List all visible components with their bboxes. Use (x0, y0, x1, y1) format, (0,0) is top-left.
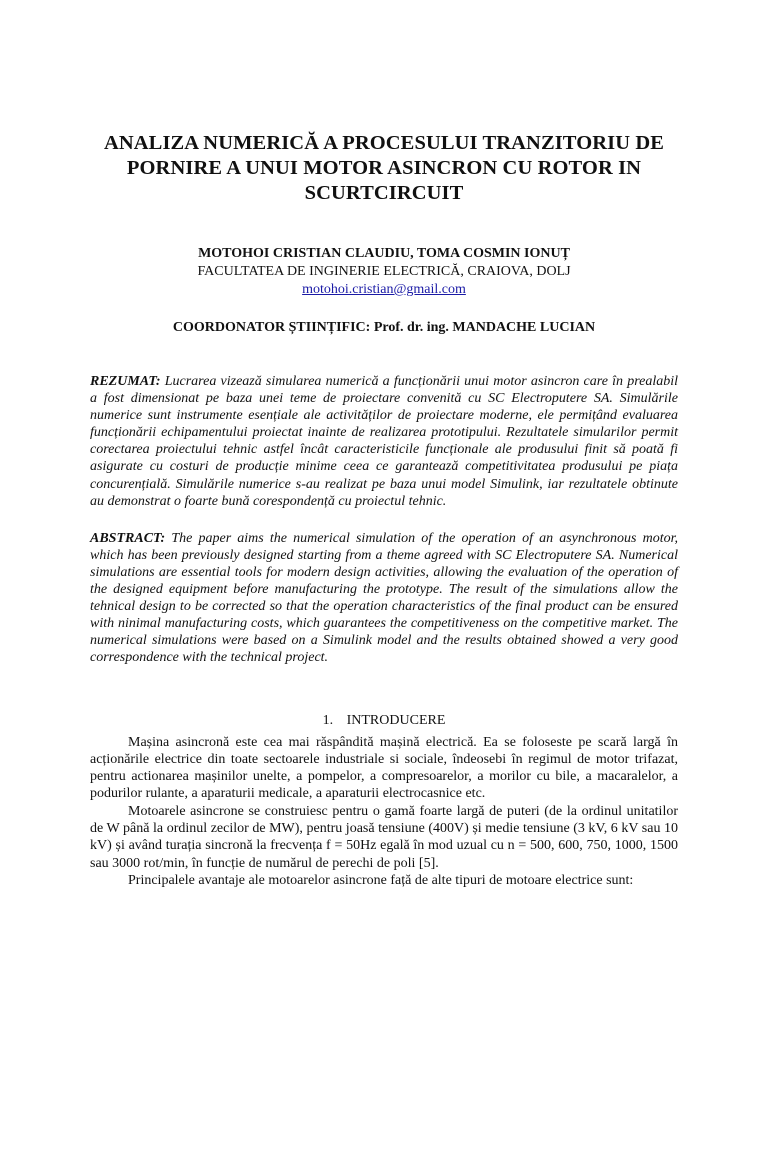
document-page (0, 131, 768, 1155)
author-names: MOTOHOI CRISTIAN CLAUDIU, TOMA COSMIN IONUȚ (198, 246, 570, 261)
author-email-link[interactable]: motohoi.cristian@gmail.com (302, 282, 466, 297)
rezumat-label: REZUMAT: (90, 374, 161, 389)
title-line-3: SCURTCIRCUIT (304, 182, 464, 204)
scientific-coordinator: COORDONATOR ȘTIINȚIFIC: Prof. dr. ing. MANDACHE LUCIAN (172, 320, 596, 335)
body-paragraph-1: Mașina asincronă este cea mai răspândită mașină electrică. Ea se foloseste pe scară largă în acționările electrice din toate sectoarele industriale si sociale, îndeosebi în regimul de motor trifazat, pentru actionarea mașinilor unelte, a pompelor, a compresoarelor, a morilor cu bile, a macaralelor, a podurilor rulante, a aparaturii medicale, a aparaturii electrocasnice etc. (90, 734, 678, 802)
abstract-paragraph (90, 530, 678, 667)
author-block (90, 245, 678, 299)
title-line-1: ANALIZA NUMERICĂ A PROCESULUI TRANZITORIU DE (103, 132, 665, 154)
rezumat-text: Lucrarea vizează simularea numerică a funcționării unui motor asincron care în prealabil a fost dimensionat pe baza unei teme de proiectare convenită cu SC Electroputere SA. Simulările numerice sunt instrumente esențiale ale activităților de proiectare moderne, ele permițând evaluarea funcționării echipamentului proiectat inainte de realizarea prototipului. Rezultatele simularilor permit corectarea proiectului tehnic astfel încât caracteristicile funcționale ale produsului finit să poată fi asigurate cu costuri de producție minime ceea ce garantează competitivitatea produsului pe piața concurențială. Simulările numerice s-au realizat pe baza unui model Simulink, iar rezultatele obtinute au demonstrat o foarte bună corespondență cu proiectul tehnic. (90, 374, 679, 509)
paper-title (90, 131, 678, 206)
title-line-2: PORNIRE A UNUI MOTOR ASINCRON CU ROTOR IN (126, 157, 642, 179)
body-paragraph-3: Principalele avantaje ale motoarelor asincrone față de alte tipuri de motoare electrice sunt: (128, 872, 634, 888)
section-title: INTRODUCERE (346, 712, 446, 728)
section-heading (90, 712, 678, 730)
body-paragraph-2: Motoarele asincrone se construiesc pentru o gamă foarte largă de puteri (de la ordinul unitatilor de W până la ordinul zecilor de MW), pentru joasă tensiune (400V) și medie tensiune (3 kV, 6 kV sau 10 kV) și având turația sincronă la frecvența f = 50Hz egală în mod uzual cu n = 500, 600, 750, 1000, 1500 sau 3000 rot/min, în funcție de numărul de perechi de poli [5]. (90, 803, 678, 871)
rezumat-paragraph (90, 373, 678, 510)
abstract-text: The paper aims the numerical simulation of the operation of an asynchronous motor, which has been previously designed starting from a theme agreed with SC Electroputere SA. Numerical simulations are essential tools for modern design activities, allowing the evaluation of the operation of the designed equipment before manufacturing the prototype. The result of the simulations allow the tehnical design to be corrected so that the operation characteristics of the final product can be ensured with ninimal manufacturing costs, which guarantees the competitiveness on the competitive market. The numerical simulations were based on a Simulink model and the results obtained showed a very good correspondence with the technical project. (90, 530, 679, 666)
author-affiliation: FACULTATEA DE INGINERIE ELECTRICĂ, CRAIOVA, DOLJ (197, 264, 571, 279)
section-number: 1. (322, 712, 334, 728)
section-body (90, 734, 678, 890)
abstract-label: ABSTRACT: (90, 530, 166, 546)
